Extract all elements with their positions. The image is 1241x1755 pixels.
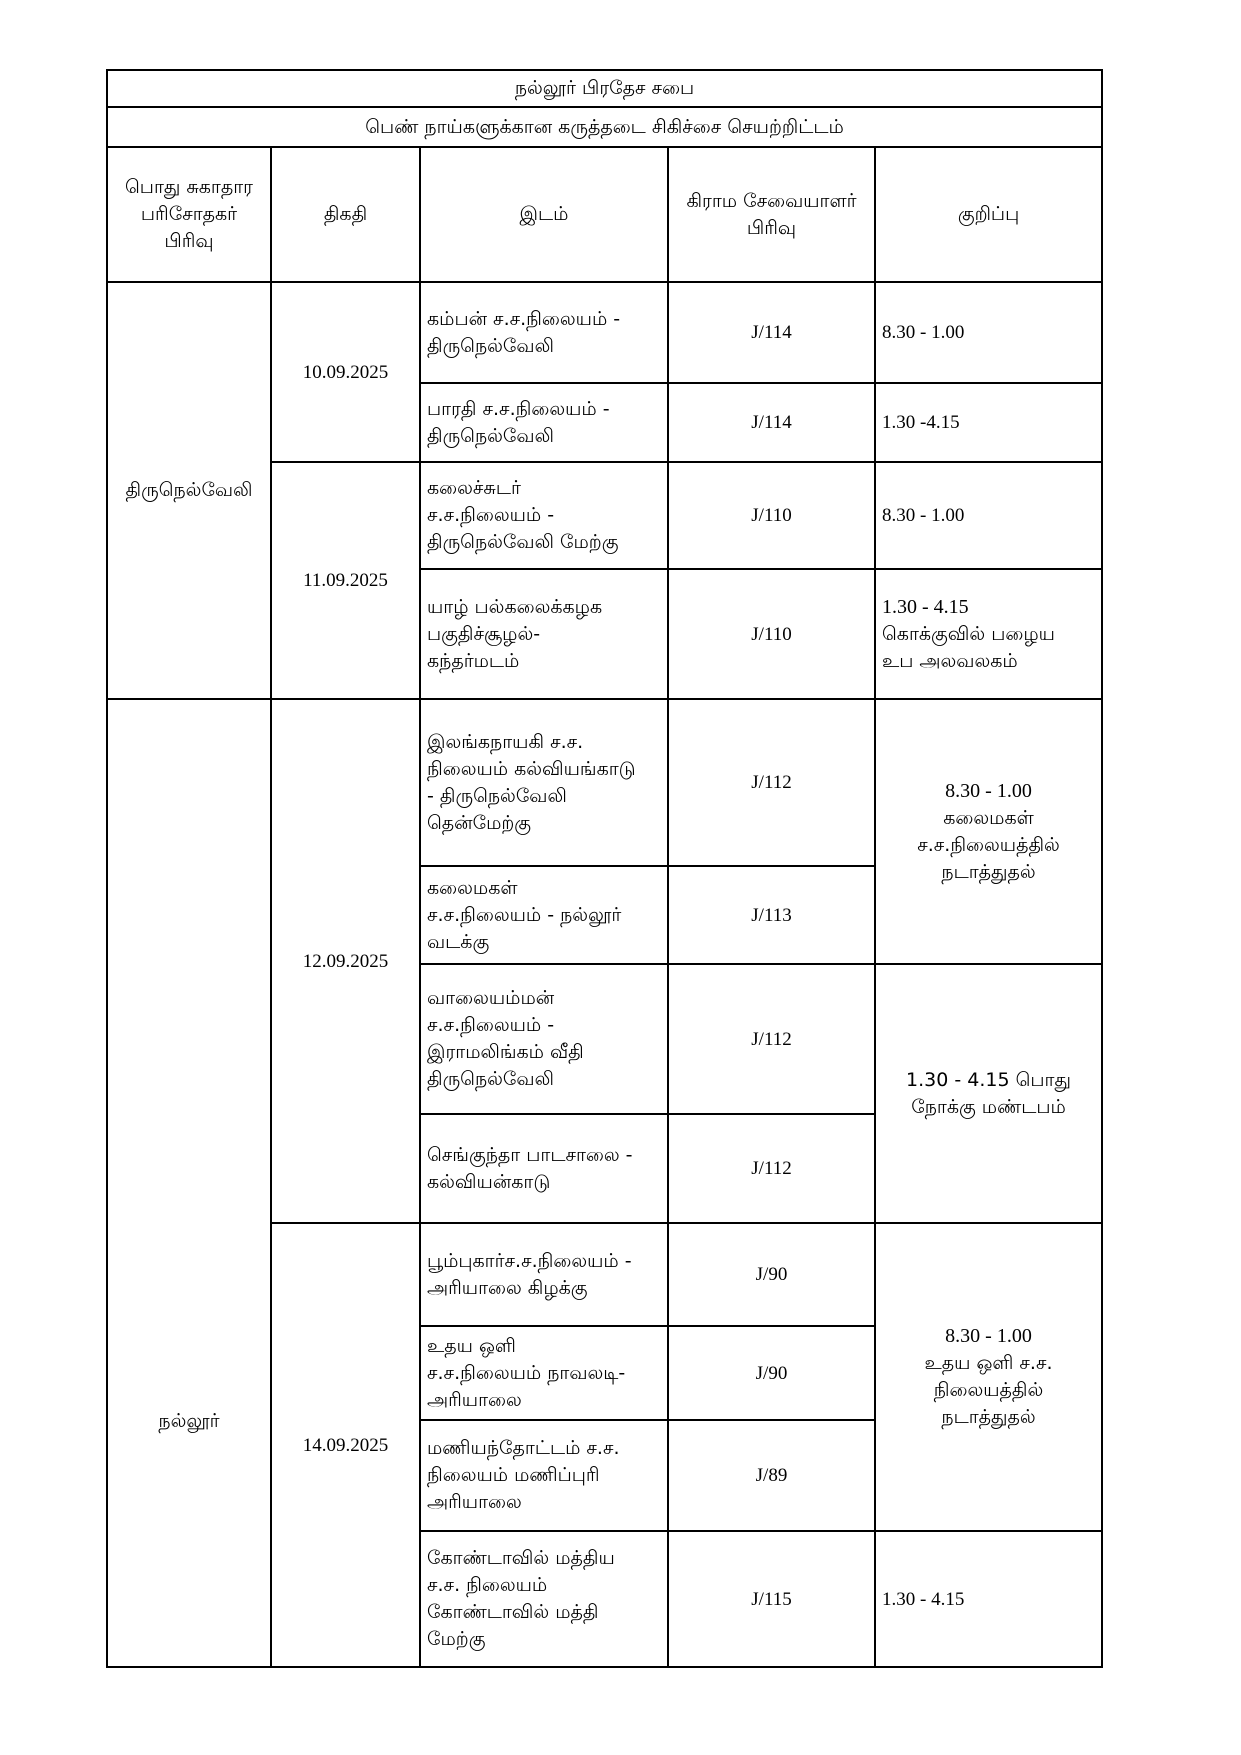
note-cell: 1.30 -4.15 [875,383,1102,462]
merged-note-cell: 1.30 - 4.15 பொது நோக்கு மண்டபம் [875,964,1102,1223]
merged-note-cell: 8.30 - 1.00 உதய ஒளி ச.ச. நிலையத்தில் நடாத்துதல் [875,1223,1102,1531]
gn-cell: J/114 [668,383,875,462]
gn-cell: J/112 [668,964,875,1114]
note-cell: 1.30 - 4.15 [875,1531,1102,1667]
place-cell: கம்பன் ச.ச.நிலையம் - திருநெல்வேலி [420,282,668,383]
gn-cell: J/112 [668,1114,875,1223]
place-cell: பூம்புகார்ச.ச.நிலையம் - அரியாலை கிழக்கு [420,1223,668,1326]
header-gn-division: கிராம சேவையாளர் பிரிவு [668,147,875,282]
header-note: குறிப்பு [875,147,1102,282]
place-cell: பாரதி ச.ச.நிலையம் - திருநெல்வேலி [420,383,668,462]
gn-cell: J/110 [668,569,875,699]
place-cell: வாலையம்மன் ச.ச.நிலையம் - இராமலிங்கம் வீதி திருநெல்வேலி [420,964,668,1114]
header-row [107,147,1102,282]
date-cell: 10.09.2025 [271,282,420,462]
place-cell: கலைமகள் ச.ச.நிலையம் - நல்லூர் வடக்கு [420,866,668,964]
header-place: இடம் [420,147,668,282]
date-cell: 12.09.2025 [271,699,420,1223]
gn-cell: J/115 [668,1531,875,1667]
note-cell: 1.30 - 4.15 கொக்குவில் பழைய உப அலவலகம் [875,569,1102,699]
table-row [107,699,1102,866]
document-title: நல்லூர் பிரதேச சபை [107,70,1102,107]
header-division: பொது சுகாதார பரிசோதகர் பிரிவு [107,147,271,282]
place-cell: உதய ஒளி ச.ச.நிலையம் நாவலடி- அரியாலை [420,1326,668,1420]
gn-cell: J/113 [668,866,875,964]
date-cell: 11.09.2025 [271,462,420,699]
gn-cell: J/89 [668,1420,875,1531]
place-cell: கோண்டாவில் மத்திய ச.ச. நிலையம் கோண்டாவில் மத்தி மேற்கு [420,1531,668,1667]
document-subtitle: பெண் நாய்களுக்கான கருத்தடை சிகிச்சை செயற்றிட்டம் [107,107,1102,147]
gn-cell: J/114 [668,282,875,383]
place-cell: யாழ் பல்கலைக்கழக பகுதிச்சூழல்- கந்தர்மடம் [420,569,668,699]
merged-note-cell: 8.30 - 1.00 கலைமகள் ச.ச.நிலையத்தில் நடாத்துதல் [875,699,1102,964]
place-cell: மணியந்தோட்டம் ச.ச. நிலையம் மணிப்புரி அரியாலை [420,1420,668,1531]
place-cell: செங்குந்தா பாடசாலை - கல்வியன்காடு [420,1114,668,1223]
gn-cell: J/112 [668,699,875,866]
division-cell: திருநெல்வேலி [107,282,271,699]
place-cell: இலங்கநாயகி ச.ச. நிலையம் கல்வியங்காடு - திருநெல்வேலி தென்மேற்கு [420,699,668,866]
gn-cell: J/90 [668,1326,875,1420]
gn-cell: J/90 [668,1223,875,1326]
schedule-table [106,69,1103,1668]
place-cell: கலைச்சுடர் ச.ச.நிலையம் - திருநெல்வேலி மேற்கு [420,462,668,569]
note-cell: 8.30 - 1.00 [875,462,1102,569]
gn-cell: J/110 [668,462,875,569]
division-cell: நல்லூர் [107,699,271,1667]
date-cell: 14.09.2025 [271,1223,420,1667]
header-date: திகதி [271,147,420,282]
note-cell: 8.30 - 1.00 [875,282,1102,383]
table-row [107,282,1102,383]
